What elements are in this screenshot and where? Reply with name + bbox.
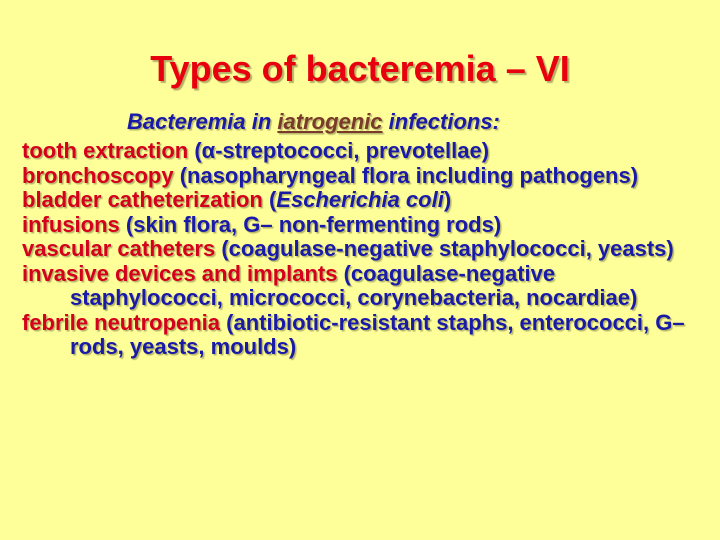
list-item [22,213,712,238]
item-desc: (α-streptococci, prevotellae) [188,138,490,163]
item-term: infusions [22,211,120,237]
item-term: febrile neutropenia [22,309,221,335]
list-item [22,164,712,189]
subtitle-after: infections: [382,109,500,134]
item-term: vascular catheters [22,236,216,261]
item-desc-italic: Escherichia coli [276,187,444,212]
list-item [22,237,712,262]
subtitle-before: Bacteremia in [127,109,278,134]
item-desc: (antibiotic-resistant staphs, enterococci, G– rods, yeasts, moulds) [70,309,685,359]
list-item [22,262,712,311]
bacteremia-list [22,139,712,360]
item-desc-before: ( [262,187,277,212]
item-desc: (skin flora, G– non-fermenting rods) [119,211,502,237]
slide-subtitle [127,108,500,136]
item-term: bronchoscopy [22,162,174,188]
item-desc: (nasopharyngeal flora including pathogens) [173,162,639,188]
slide-title: Types of bacteremia – VI [150,48,570,89]
subtitle-underlined: iatrogenic [277,109,383,134]
list-item [22,188,712,213]
list-item [22,311,712,360]
item-term: tooth extraction [22,138,189,163]
item-desc-after: ) [443,187,452,212]
item-term: invasive devices and implants [22,260,338,286]
item-term: bladder catheterization [22,187,263,212]
list-item [22,139,712,164]
item-desc: (coagulase-negative staphylococci, micrococci, corynebacteria, nocardiae) [70,260,638,310]
item-desc: (coagulase-negative staphylococci, yeasts) [215,236,674,261]
